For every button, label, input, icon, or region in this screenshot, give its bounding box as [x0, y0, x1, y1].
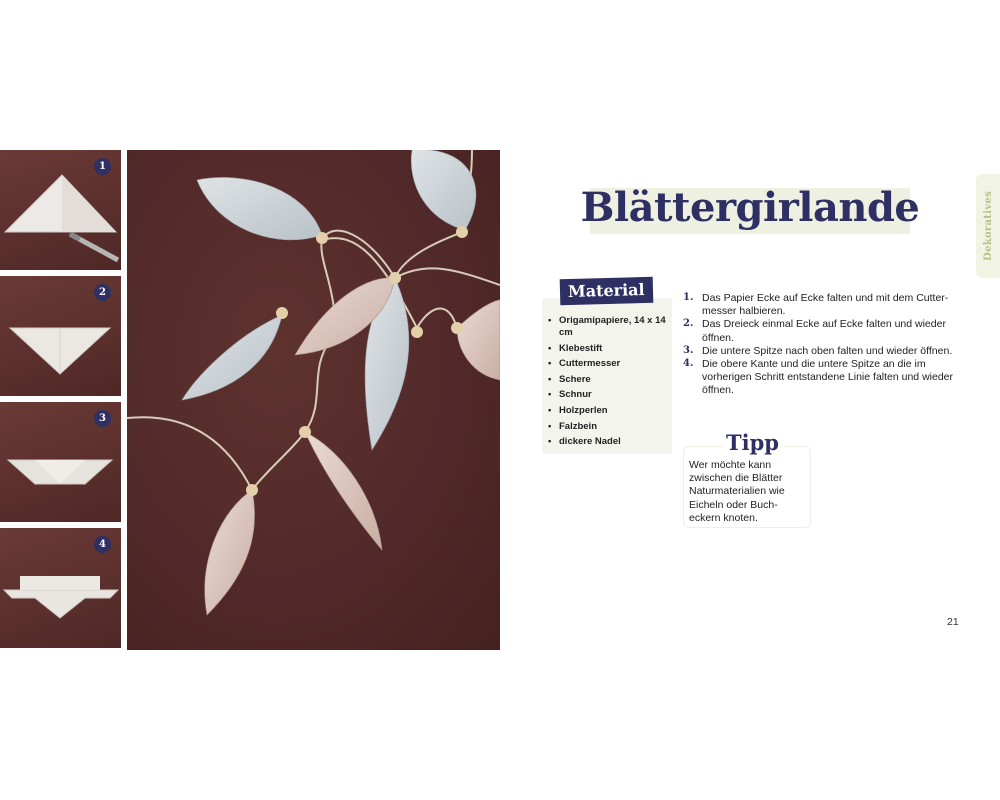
- material-item: • dickere Nadel: [548, 436, 669, 448]
- instruction-step: [683, 292, 973, 318]
- step-number: 2.: [683, 318, 694, 330]
- instruction-steps: [683, 292, 973, 398]
- step-photo-4: [0, 528, 121, 648]
- material-item: • Schnur: [548, 389, 669, 401]
- step-text: Die untere Spitze nach oben falten und wieder öffnen.: [702, 344, 953, 357]
- step-text: Das Dreieck einmal Ecke auf Ecke falten und wieder öffnen.: [702, 318, 946, 344]
- material-item: • Klebestift: [548, 343, 669, 355]
- leaf-garland-illustration: [127, 150, 500, 650]
- step-photo-2: [0, 276, 121, 396]
- step-number: 1.: [683, 292, 694, 303]
- step-text: Die obere Kante und die untere Spitze an die im vorherigen Schritt entstandene Linie falten und wieder öffnen.: [702, 358, 953, 397]
- section-tab-label: Dekoratives: [982, 191, 994, 261]
- step-badge: 2: [94, 284, 111, 301]
- tip-text: Wer möchte kann zwischen die Blätter Naturmaterialien wie Eicheln oder Buch-eckern knoten.: [689, 459, 785, 524]
- material-label: Material: [560, 277, 653, 305]
- leaf-garland-photo: [127, 150, 500, 650]
- instruction-step: [683, 345, 973, 358]
- material-item: • Falzbein: [548, 421, 669, 433]
- tip-label: Tipp: [722, 430, 783, 455]
- book-spread: [0, 150, 1000, 650]
- step-text: Das Papier Ecke auf Ecke falten und mit dem Cutter-messer halbieren.: [702, 292, 949, 318]
- instruction-step: [683, 318, 973, 344]
- page-title: Blättergirlande: [580, 183, 920, 231]
- step-badge: 3: [94, 410, 111, 427]
- step-photo-1: [0, 150, 121, 270]
- step-badge: 4: [94, 536, 111, 553]
- material-list: [548, 315, 669, 452]
- material-item: • Schere: [548, 374, 669, 386]
- material-item: • Origamipapiere, 14 x 14 cm: [548, 315, 669, 339]
- material-item: • Cuttermesser: [548, 358, 669, 370]
- step-badge: 1: [94, 158, 111, 175]
- title-band: [580, 183, 920, 234]
- step-number: 4.: [683, 358, 694, 370]
- right-page: [500, 150, 1000, 650]
- material-item: • Holzperlen: [548, 405, 669, 417]
- instruction-step: [683, 358, 973, 398]
- step-photo-3: [0, 402, 121, 522]
- step-number: 3.: [683, 344, 694, 356]
- page-number: 21: [947, 616, 959, 628]
- section-tab: [976, 174, 1000, 278]
